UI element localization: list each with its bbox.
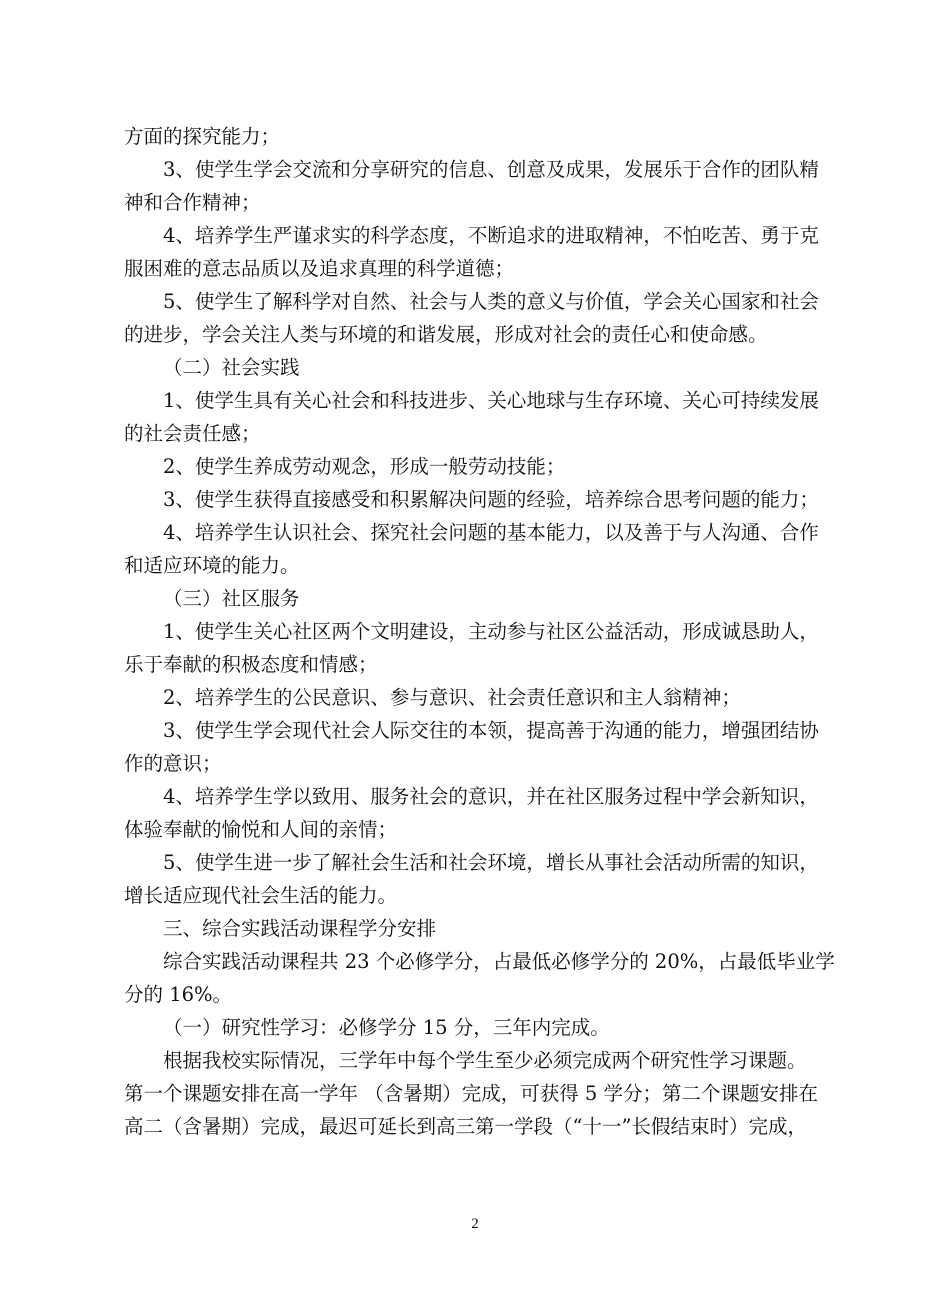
text-line: 方面的探究能力； — [124, 125, 281, 148]
text-line: 三、综合实践活动课程学分安排 — [163, 917, 437, 940]
text-line: 5、使学生了解科学对自然、社会与人类的意义与价值，学会关心国家和社会 — [163, 290, 819, 313]
text-line: 3、使学生学会现代社会人际交往的本领，提高善于沟通的能力，增强团结协 — [163, 719, 819, 742]
text-line: 乐于奉献的积极态度和情感； — [124, 653, 378, 676]
text-line: 服困难的意志品质以及追求真理的科学道德； — [124, 257, 515, 280]
text-line: 1、使学生关心社区两个文明建设，主动参与社区公益活动，形成诚恳助人， — [163, 620, 819, 643]
text-line: 的进步，学会关注人类与环境的和谐发展，形成对社会的责任心和使命感。 — [124, 323, 768, 346]
text-line: 第一个课题安排在高一学年 （含暑期）完成，可获得 5 学分；第二个课题安排在 — [124, 1082, 819, 1105]
text-line: 和适应环境的能力。 — [124, 554, 300, 577]
text-line: 1、使学生具有关心社会和科技进步、关心地球与生存环境、关心可持续发展 — [163, 389, 819, 412]
text-line: 3、使学生学会交流和分享研究的信息、创意及成果，发展乐于合作的团队精 — [163, 158, 819, 181]
text-line: 的社会责任感； — [124, 422, 261, 445]
text-line: 分的 16%。 — [124, 983, 233, 1006]
text-line: 2、使学生养成劳动观念，形成一般劳动技能； — [163, 455, 566, 478]
text-line: （一）研究性学习：必修学分 15 分，三年内完成。 — [163, 1016, 610, 1039]
text-line: 4、培养学生学以致用、服务社会的意识，并在社区服务过程中学会新知识， — [163, 785, 819, 808]
text-line: 神和合作精神； — [124, 191, 261, 214]
text-line: 4、培养学生严谨求实的科学态度，不断追求的进取精神，不怕吃苦、勇于克 — [163, 224, 819, 247]
text-line: （二）社会实践 — [163, 356, 300, 379]
text-line: 作的意识； — [124, 752, 222, 775]
text-line: 体验奉献的愉悦和人间的亲情； — [124, 818, 398, 841]
text-line: （三）社区服务 — [163, 587, 300, 610]
text-line: 增长适应现代社会生活的能力。 — [124, 884, 398, 907]
page-number: 2 — [471, 1216, 479, 1232]
body-text — [124, 120, 835, 1143]
text-line: 2、培养学生的公民意识、参与意识、社会责任意识和主人翁精神； — [163, 686, 741, 709]
text-line: 根据我校实际情况，三学年中每个学生至少必须完成两个研究性学习课题。 — [163, 1049, 807, 1072]
text-line: 综合实践活动课程共 23 个必修学分，占最低必修学分的 20%，占最低毕业学 — [163, 950, 835, 973]
text-line: 5、使学生进一步了解社会生活和社会环境，增长从事社会活动所需的知识， — [163, 851, 819, 874]
text-line: 3、使学生获得直接感受和积累解决问题的经验，培养综合思考问题的能力； — [163, 488, 819, 511]
text-line: 4、培养学生认识社会、探究社会问题的基本能力，以及善于与人沟通、合作 — [163, 521, 819, 544]
text-line: 高二（含暑期）完成，最迟可延长到高三第一学段（“十一”长假结束时）完成， — [124, 1115, 807, 1138]
